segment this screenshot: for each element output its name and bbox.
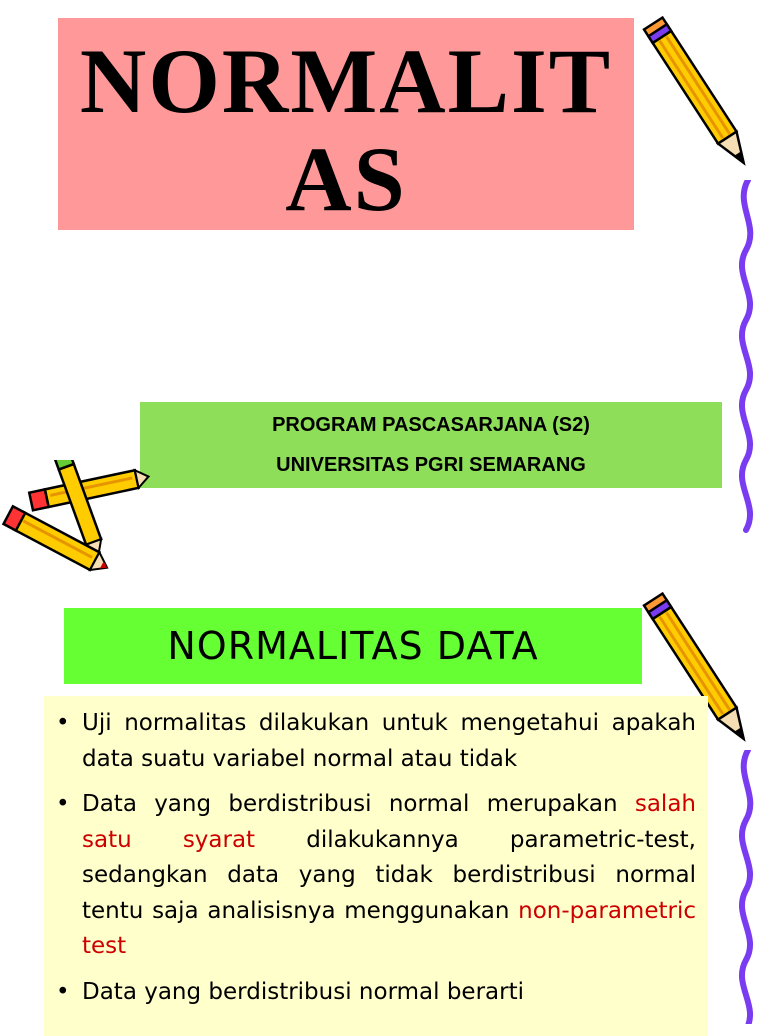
heading-box xyxy=(64,608,642,684)
title-box xyxy=(58,18,634,230)
content-slide xyxy=(0,580,768,1024)
title-line-1: NORMALIT xyxy=(79,30,613,132)
slide-title xyxy=(58,32,634,228)
highlight-text: non-parametric test xyxy=(82,897,696,959)
bullet-text: dilakukannya parametric-test, sedangkan data yang tidak berdistribusi normal tentu saja analisisnya menggunakan xyxy=(82,826,696,924)
bullet-marker: • xyxy=(56,791,70,817)
program-banner xyxy=(140,402,722,488)
slide-heading: NORMALITAS DATA xyxy=(167,624,539,668)
bullet-text: Data yang berdistribusi normal berarti xyxy=(82,978,524,1005)
bullet-marker: • xyxy=(56,978,70,1005)
university-name: UNIVERSITAS PGRI SEMARANG xyxy=(276,454,586,476)
bullet-text: Uji normalitas dilakukan untuk mengetahui apakah data suatu variabel normal atau tidak xyxy=(82,710,696,772)
squiggle-border xyxy=(726,750,768,1024)
squiggle-border xyxy=(726,180,768,540)
list-item xyxy=(52,706,696,777)
bullet-text: Data yang berdistribusi normal merupakan xyxy=(82,791,635,817)
list-item xyxy=(52,787,696,965)
highlight-text: salah satu syarat xyxy=(82,791,696,853)
content-box xyxy=(44,696,708,1036)
list-item xyxy=(52,975,696,1011)
bullet-marker: • xyxy=(56,710,70,736)
bullet-list xyxy=(52,706,696,1020)
program-name: PROGRAM PASCASARJANA (S2) xyxy=(272,414,590,436)
pencil-icon xyxy=(640,4,758,184)
title-line-2: AS xyxy=(285,128,407,230)
pencils-cross-icon xyxy=(0,460,150,572)
